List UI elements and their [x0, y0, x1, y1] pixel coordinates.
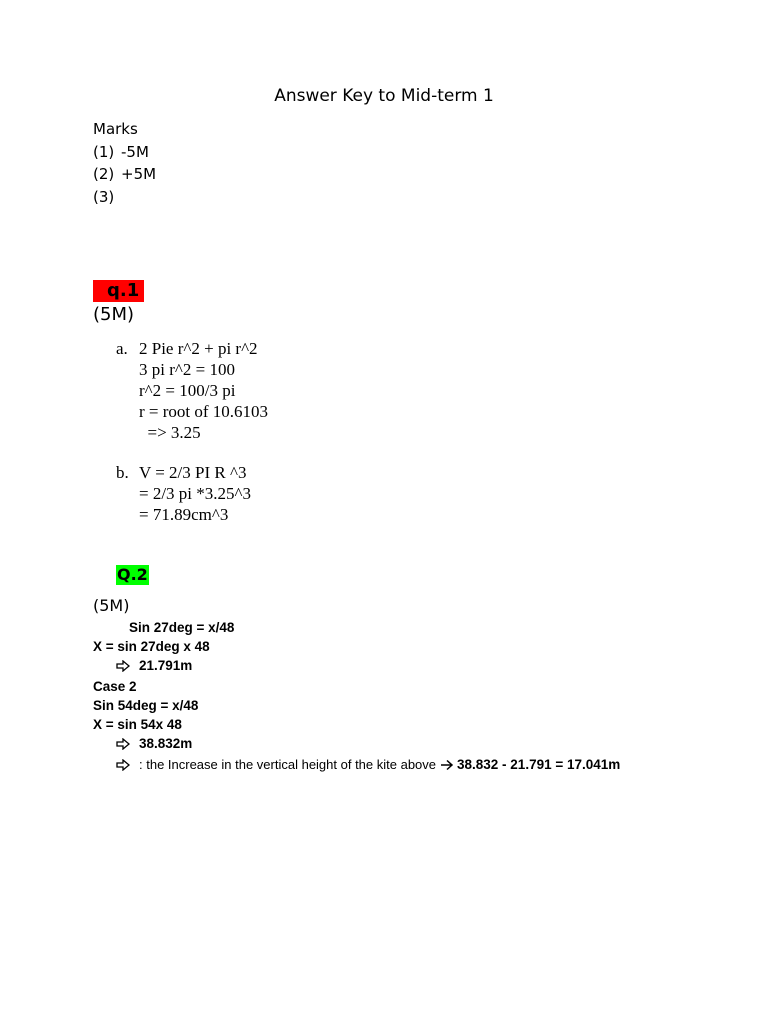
q2-heading: Q.2: [117, 565, 148, 584]
q2-case-label: Case 2: [93, 679, 137, 694]
marks-item: [93, 163, 156, 186]
solution-line: => 3.25: [139, 423, 201, 442]
solution-line: r = root of 10.6103: [139, 402, 269, 421]
document-title: Answer Key to Mid-term 1: [274, 86, 494, 106]
marks-item-number: (3): [93, 187, 115, 206]
solution-line: 3 pi r^2 = 100: [139, 360, 235, 379]
q2-conclusion-result: 38.832 - 21.791 = 17.041m: [457, 757, 621, 772]
solution-line: V = 2/3 PI R ^3: [139, 463, 247, 482]
q1-heading: q.1: [93, 280, 144, 302]
q2-conclusion-text: : the Increase in the vertical height of the kite above: [139, 757, 437, 772]
q2-result-line: [116, 658, 192, 673]
solution-line: 2 Pie r^2 + pi r^2: [139, 339, 258, 358]
solution-lines: [139, 338, 268, 443]
q2-result-value: 38.832m: [139, 736, 193, 751]
list-marker: b.: [116, 463, 129, 482]
q2-calc-line: Sin 27deg = x/48: [129, 620, 235, 635]
marks-item-number: (1): [93, 142, 115, 161]
q2-calc-line: Sin 54deg = x/48: [93, 698, 199, 713]
marks-item: [93, 141, 156, 164]
marks-item-number: (2): [93, 165, 115, 183]
hollow-right-arrow-icon: [116, 759, 130, 771]
right-arrow-icon: [440, 759, 454, 771]
q2-result-value: 21.791m: [139, 658, 193, 673]
solution-line: r^2 = 100/3 pi: [139, 381, 236, 400]
hollow-right-arrow-icon: [116, 738, 130, 750]
hollow-right-arrow-icon: [116, 660, 130, 672]
q2-calc-line: X = sin 54x 48: [93, 717, 182, 732]
marks-item-text: -5M: [121, 142, 149, 161]
marks-section: [93, 118, 156, 208]
q1-points: (5M): [93, 304, 135, 325]
marks-item: [93, 186, 156, 209]
q2-conclusion-line: [116, 757, 620, 772]
marks-heading: Marks: [93, 120, 138, 138]
list-marker: a.: [116, 339, 128, 358]
solution-lines: [139, 462, 251, 525]
solution-line: = 2/3 pi *3.25^3: [139, 484, 252, 503]
solution-line: = 71.89cm^3: [139, 505, 229, 524]
marks-item-text: +5M: [121, 165, 157, 183]
q2-points: (5M): [93, 596, 130, 615]
q2-result-line: [116, 736, 192, 751]
q2-calc-line: X = sin 27deg x 48: [93, 639, 210, 654]
